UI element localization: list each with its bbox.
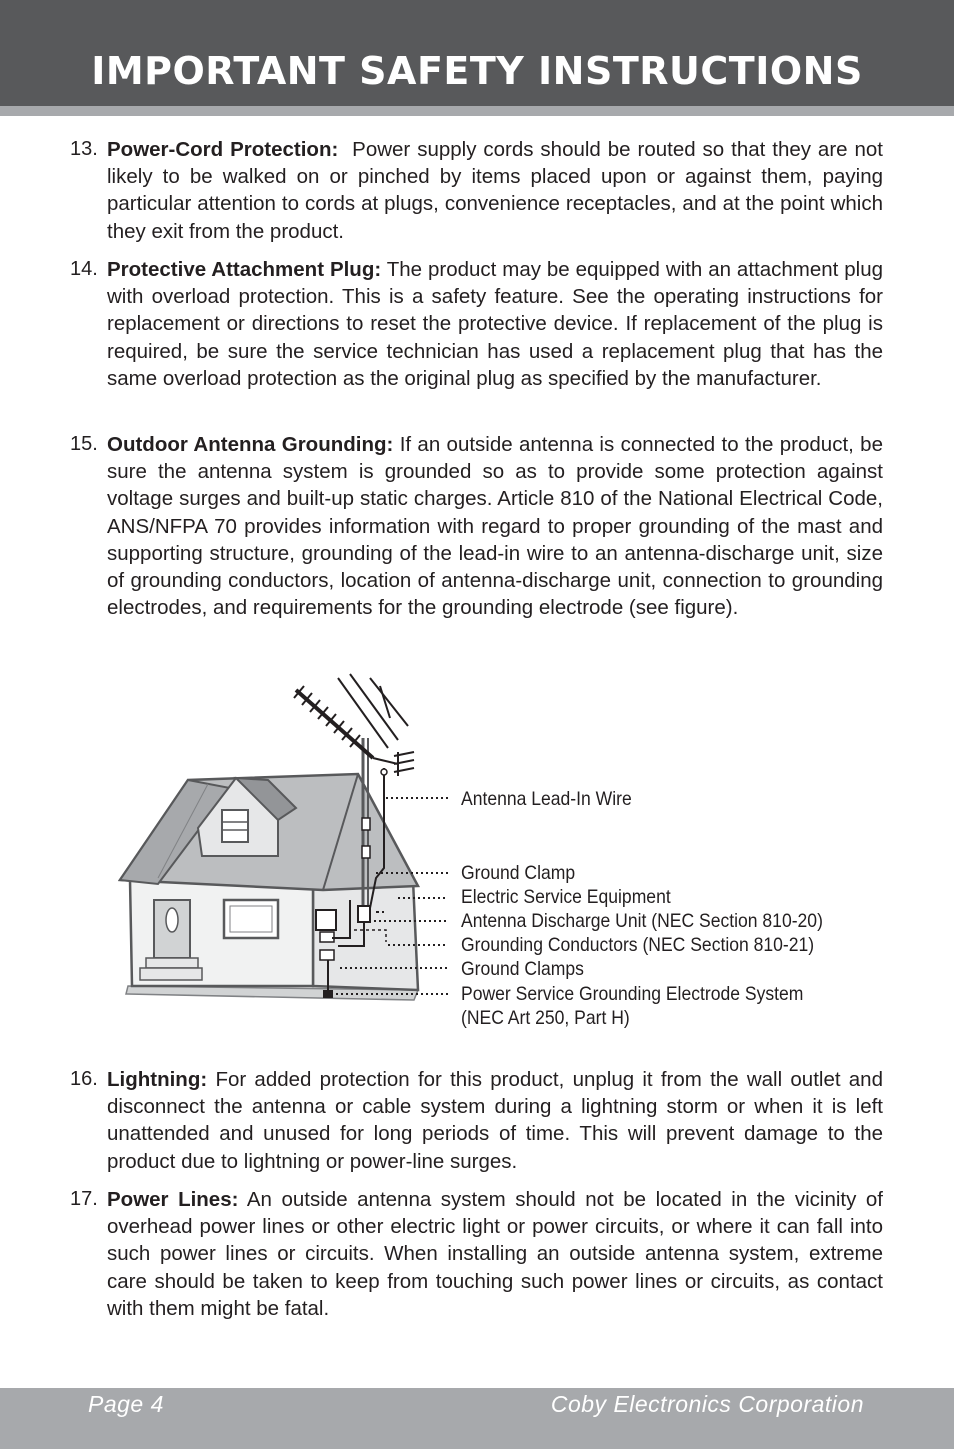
company-name: Coby Electronics Corporation — [550, 1391, 864, 1417]
item-text: The product may be equipped with an attachment plug with overload protection. This is a safety feature. See the operating instructions for replacement or directions to reset the protective device. If replacement of the plug is required, be sure the service technician has used a replacement plug that has the same overload protection as the original plug as specified by the manufacturer. — [107, 258, 884, 390]
figure-label-lead-in-wire: Antenna Lead-In Wire — [461, 788, 632, 810]
item-label: Lightning: — [107, 1068, 208, 1091]
figure-label-electrode-system: Power Service Grounding Electrode System — [461, 983, 804, 1005]
list-item — [70, 1066, 883, 1175]
item-label: Protective Attachment Plug: — [107, 258, 382, 281]
figure-label-electric-service: Electric Service Equipment — [461, 886, 671, 908]
item-text: Power supply cords should be routed so that they are not likely to be walked on or pinched by items placed upon or against them, paying particular attention to cords at plugs, convenience receptacles, and at the point which they exit from the product. — [107, 138, 883, 243]
item-number: 14. — [70, 258, 98, 280]
figure-label-discharge-unit: Antenna Discharge Unit (NEC Section 810-20) — [461, 910, 823, 932]
page-number: Page 4 — [88, 1391, 164, 1417]
header-stripe — [0, 106, 954, 116]
item-body — [107, 1186, 883, 1322]
antenna-grounding-figure — [118, 668, 878, 1040]
item-body — [107, 256, 883, 392]
item-label: Outdoor Antenna Grounding: — [107, 433, 394, 456]
item-text: If an outside antenna is connected to the product, be sure the antenna system is grounded so as to provide some protection against voltage surges and built-up static charges. Article 810 of the National Electrical Code, ANS/NFPA 70 provides information with regard to proper grounding of the mast and supporting structure, grounding of the lead-in wire to an antenna-discharge unit, size of grounding conductors, location of antenna-discharge unit, connection to grounding electrodes, and requirements for the grounding electrode (see figure). — [107, 433, 883, 620]
list-item — [70, 136, 883, 245]
list-item — [70, 1186, 883, 1322]
figure-label-ground-clamp: Ground Clamp — [461, 862, 576, 884]
item-body — [107, 431, 883, 621]
list-item — [70, 256, 883, 392]
item-text: For added protection for this product, unplug it from the wall outlet and disconnect the antenna or cable system during a lightning storm or when it is left unattended and unused for long periods of time. This will prevent damage to the product due to lightning or power-line surges. — [107, 1068, 883, 1173]
item-number: 17. — [70, 1188, 98, 1210]
figure-label-nec-art: (NEC Art 250, Part H) — [461, 1007, 630, 1029]
item-label: Power Lines: — [107, 1188, 239, 1211]
item-number: 15. — [70, 433, 98, 455]
item-body — [107, 136, 883, 245]
item-number: 16. — [70, 1068, 98, 1090]
figure-label-grounding-conductors: Grounding Conductors (NEC Section 810-21) — [461, 934, 815, 956]
item-number: 13. — [70, 138, 98, 160]
list-item — [70, 431, 883, 621]
figure-label-ground-clamps: Ground Clamps — [461, 958, 584, 980]
page-title: IMPORTANT SAFETY INSTRUCTIONS — [91, 49, 863, 93]
item-text: An outside antenna system should not be located in the vicinity of overhead power lines or other electric light or power circuits, or where it can fall into such power lines or circuits. When installing an outside antenna system, extreme care should be taken to keep from touching such power lines or circuits, as contact with them might be fatal. — [107, 1188, 883, 1320]
item-body — [107, 1066, 883, 1175]
item-label: Power-Cord Protection: — [107, 138, 339, 161]
